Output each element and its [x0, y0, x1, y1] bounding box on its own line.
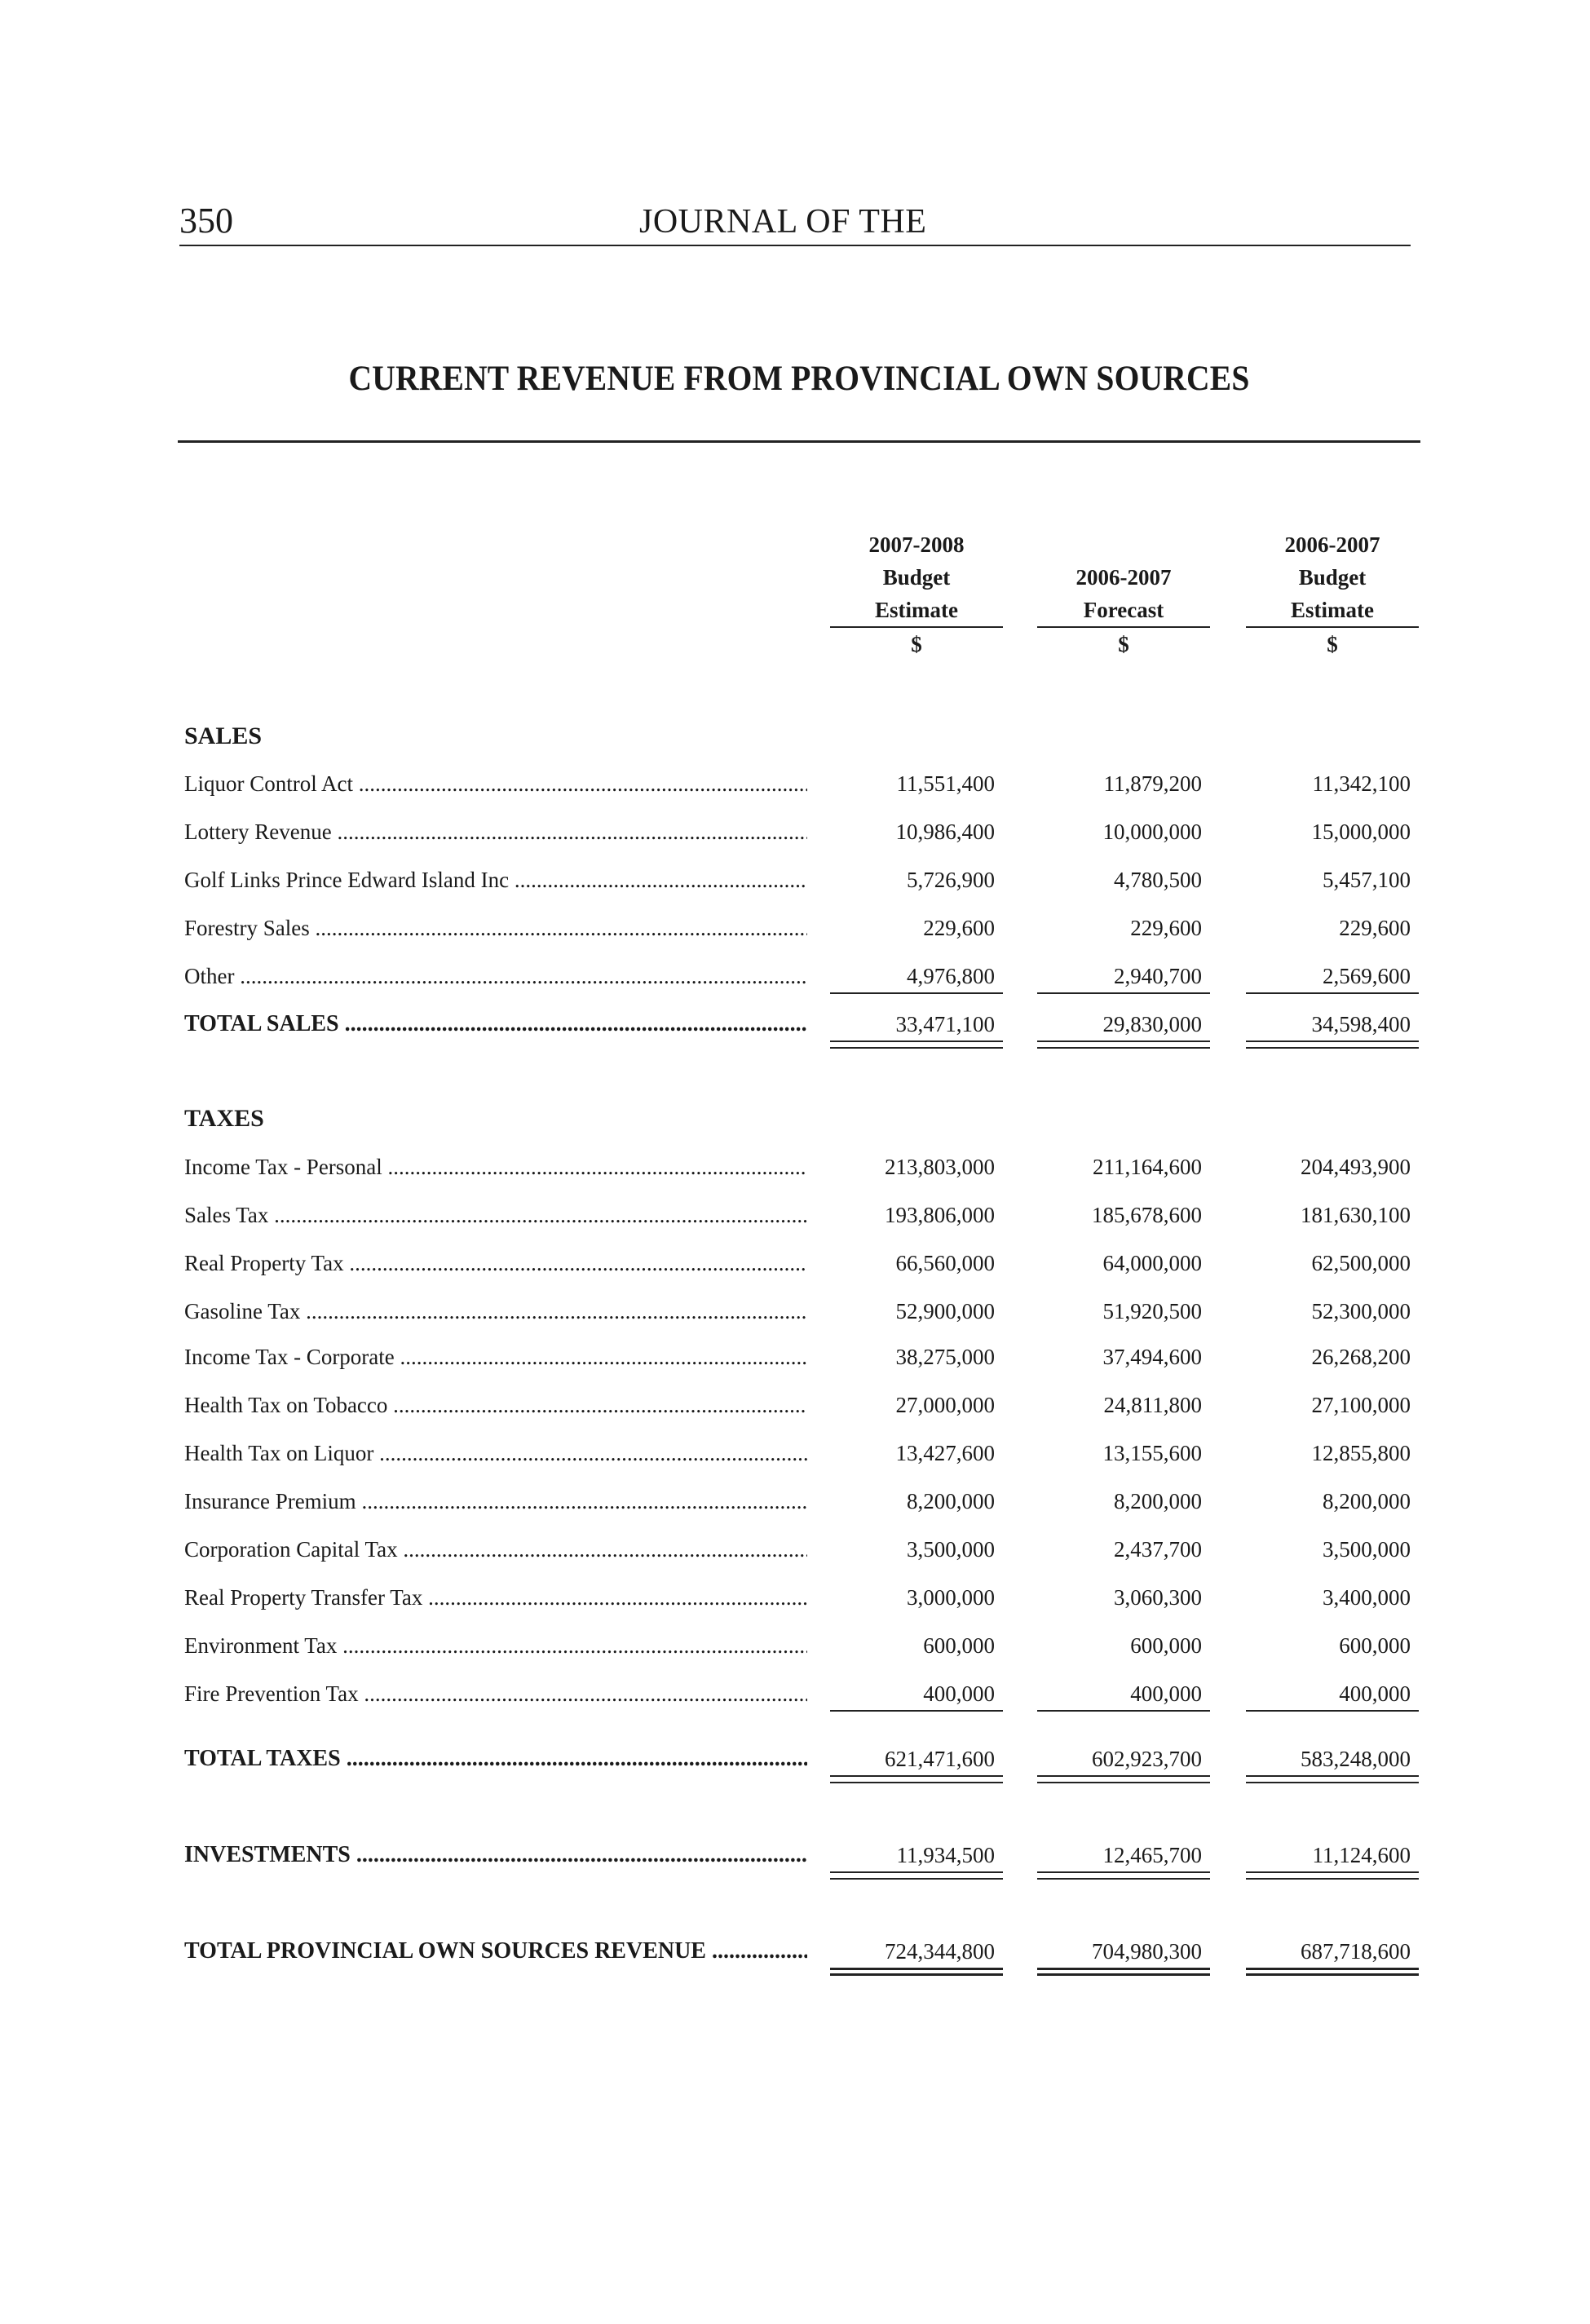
row-value: 687,718,600	[1246, 1935, 1419, 1970]
table-row	[0, 1677, 1590, 1718]
row-value: 400,000	[1037, 1677, 1210, 1712]
journal-name: JOURNAL OF THE	[639, 203, 927, 241]
row-value: 3,060,300	[1114, 1585, 1202, 1610]
column-header-line: Budget	[1298, 565, 1367, 590]
row-value: 2,437,700	[1114, 1537, 1202, 1562]
row-label: Income Tax - Corporate .....	[184, 1341, 807, 1373]
row-value: 11,879,200	[1103, 771, 1202, 796]
total-row-investments	[0, 1839, 1590, 1880]
row-value: 62,500,000	[1311, 1251, 1411, 1275]
column-header-line: Budget	[882, 565, 951, 590]
row-value: 13,155,600	[1102, 1441, 1202, 1465]
column-unit: $	[1327, 632, 1338, 656]
column-unit: $	[1118, 632, 1129, 656]
row-value: 66,560,000	[895, 1251, 995, 1275]
document-title: CURRENT REVENUE FROM PROVINCIAL OWN SOURCES	[348, 360, 1250, 398]
table-row	[0, 960, 1590, 1001]
column-header-line: Estimate	[830, 594, 1003, 628]
row-label: TOTAL SALES .....	[184, 1008, 807, 1040]
column-unit: $	[911, 632, 922, 656]
row-value: 600,000	[923, 1633, 995, 1658]
row-value: 2,569,600	[1246, 960, 1419, 994]
row-value: 26,268,200	[1311, 1345, 1411, 1369]
row-label: TOTAL PROVINCIAL OWN SOURCES REVENUE .....	[184, 1935, 807, 1968]
table-row	[0, 1295, 1590, 1336]
row-value: 185,678,600	[1092, 1203, 1202, 1227]
title-rule	[178, 440, 1420, 443]
row-label: TOTAL TAXES .....	[184, 1743, 807, 1775]
row-value: 3,500,000	[907, 1537, 995, 1562]
table-row	[0, 1437, 1590, 1478]
row-value: 204,493,900	[1301, 1155, 1411, 1179]
row-value: 8,200,000	[907, 1489, 995, 1513]
column-header-2006-2007-forecast	[1037, 561, 1210, 661]
row-label: Forestry Sales .....	[184, 912, 807, 944]
grand-total-row	[0, 1935, 1590, 1976]
column-header-line: 2006-2007	[1075, 565, 1172, 590]
table-row	[0, 815, 1590, 856]
section-heading-sales: SALES	[184, 722, 263, 749]
row-label: Gasoline Tax .....	[184, 1295, 807, 1328]
page-number: 350	[179, 201, 233, 241]
row-value: 11,124,600	[1246, 1839, 1419, 1873]
row-label: Liquor Control Act .....	[184, 767, 807, 800]
row-value: 52,300,000	[1311, 1299, 1411, 1323]
row-value: 12,465,700	[1037, 1839, 1210, 1873]
row-value: 4,976,800	[830, 960, 1003, 994]
row-value: 5,457,100	[1323, 868, 1411, 892]
table-row	[0, 767, 1590, 808]
row-value: 602,923,700	[1037, 1743, 1210, 1777]
table-row	[0, 864, 1590, 904]
row-value: 27,000,000	[895, 1393, 995, 1417]
column-header-2006-2007-budget	[1246, 528, 1419, 661]
row-value: 193,806,000	[885, 1203, 995, 1227]
row-value: 213,803,000	[885, 1155, 995, 1179]
table-row	[0, 1199, 1590, 1239]
row-label: Fire Prevention Tax .....	[184, 1677, 807, 1710]
row-label: Real Property Transfer Tax .....	[184, 1581, 807, 1614]
row-value: 600,000	[1339, 1633, 1411, 1658]
row-value: 52,900,000	[895, 1299, 995, 1323]
row-value: 27,100,000	[1311, 1393, 1411, 1417]
row-value: 11,934,500	[830, 1839, 1003, 1873]
section-heading-taxes: TAXES	[184, 1105, 264, 1132]
row-value: 181,630,100	[1301, 1203, 1411, 1227]
row-value: 3,000,000	[907, 1585, 995, 1610]
row-label: Other .....	[184, 960, 807, 992]
running-head	[179, 196, 1411, 246]
row-label: Real Property Tax .....	[184, 1247, 807, 1279]
column-header-line: 2007-2008	[868, 532, 965, 557]
row-value: 400,000	[1246, 1677, 1419, 1712]
column-header-line: Forecast	[1037, 594, 1210, 628]
row-label: Golf Links Prince Edward Island Inc .....	[184, 864, 807, 896]
total-row-sales	[0, 1008, 1590, 1049]
row-label: Insurance Premium .....	[184, 1485, 807, 1518]
row-label: INVESTMENTS .....	[184, 1839, 807, 1871]
row-value: 10,986,400	[895, 820, 995, 844]
row-value: 8,200,000	[1114, 1489, 1202, 1513]
row-value: 11,342,100	[1312, 771, 1411, 796]
row-value: 229,600	[1130, 916, 1202, 940]
row-value: 37,494,600	[1102, 1345, 1202, 1369]
row-value: 3,400,000	[1323, 1585, 1411, 1610]
row-label: Lottery Revenue .....	[184, 815, 807, 848]
row-value: 704,980,300	[1037, 1935, 1210, 1970]
row-value: 583,248,000	[1246, 1743, 1419, 1777]
row-value: 4,780,500	[1114, 868, 1202, 892]
table-row	[0, 1341, 1590, 1381]
row-value: 211,164,600	[1093, 1155, 1202, 1179]
row-label: Income Tax - Personal .....	[184, 1151, 807, 1183]
row-value: 229,600	[923, 916, 995, 940]
row-value: 24,811,800	[1103, 1393, 1202, 1417]
row-value: 8,200,000	[1323, 1489, 1411, 1513]
row-value: 229,600	[1339, 916, 1411, 940]
row-value: 12,855,800	[1311, 1441, 1411, 1465]
row-label: Corporation Capital Tax .....	[184, 1533, 807, 1566]
column-header-line: 2006-2007	[1284, 532, 1380, 557]
row-value: 400,000	[830, 1677, 1003, 1712]
row-value: 621,471,600	[830, 1743, 1003, 1777]
row-value: 724,344,800	[830, 1935, 1003, 1970]
table-row	[0, 912, 1590, 952]
table-row	[0, 1533, 1590, 1574]
table-row	[0, 1581, 1590, 1622]
row-value: 3,500,000	[1323, 1537, 1411, 1562]
table-row	[0, 1389, 1590, 1429]
column-header-line: Estimate	[1246, 594, 1419, 628]
row-label: Environment Tax .....	[184, 1629, 807, 1662]
table-row	[0, 1485, 1590, 1526]
row-value: 600,000	[1130, 1633, 1202, 1658]
row-value: 29,830,000	[1037, 1008, 1210, 1042]
row-value: 38,275,000	[895, 1345, 995, 1369]
row-value: 10,000,000	[1102, 820, 1202, 844]
row-label: Health Tax on Tobacco .....	[184, 1389, 807, 1421]
row-label: Sales Tax .....	[184, 1199, 807, 1231]
row-value: 5,726,900	[907, 868, 995, 892]
row-value: 11,551,400	[896, 771, 995, 796]
row-value: 34,598,400	[1246, 1008, 1419, 1042]
row-value: 64,000,000	[1102, 1251, 1202, 1275]
row-value: 33,471,100	[830, 1008, 1003, 1042]
row-value: 51,920,500	[1102, 1299, 1202, 1323]
row-value: 13,427,600	[895, 1441, 995, 1465]
row-value: 2,940,700	[1037, 960, 1210, 994]
table-row	[0, 1151, 1590, 1191]
table-row	[0, 1629, 1590, 1670]
row-label: Health Tax on Liquor .....	[184, 1437, 807, 1469]
total-row-taxes	[0, 1743, 1590, 1783]
row-value: 15,000,000	[1311, 820, 1411, 844]
column-header-2007-2008-budget	[830, 528, 1003, 661]
table-row	[0, 1247, 1590, 1288]
